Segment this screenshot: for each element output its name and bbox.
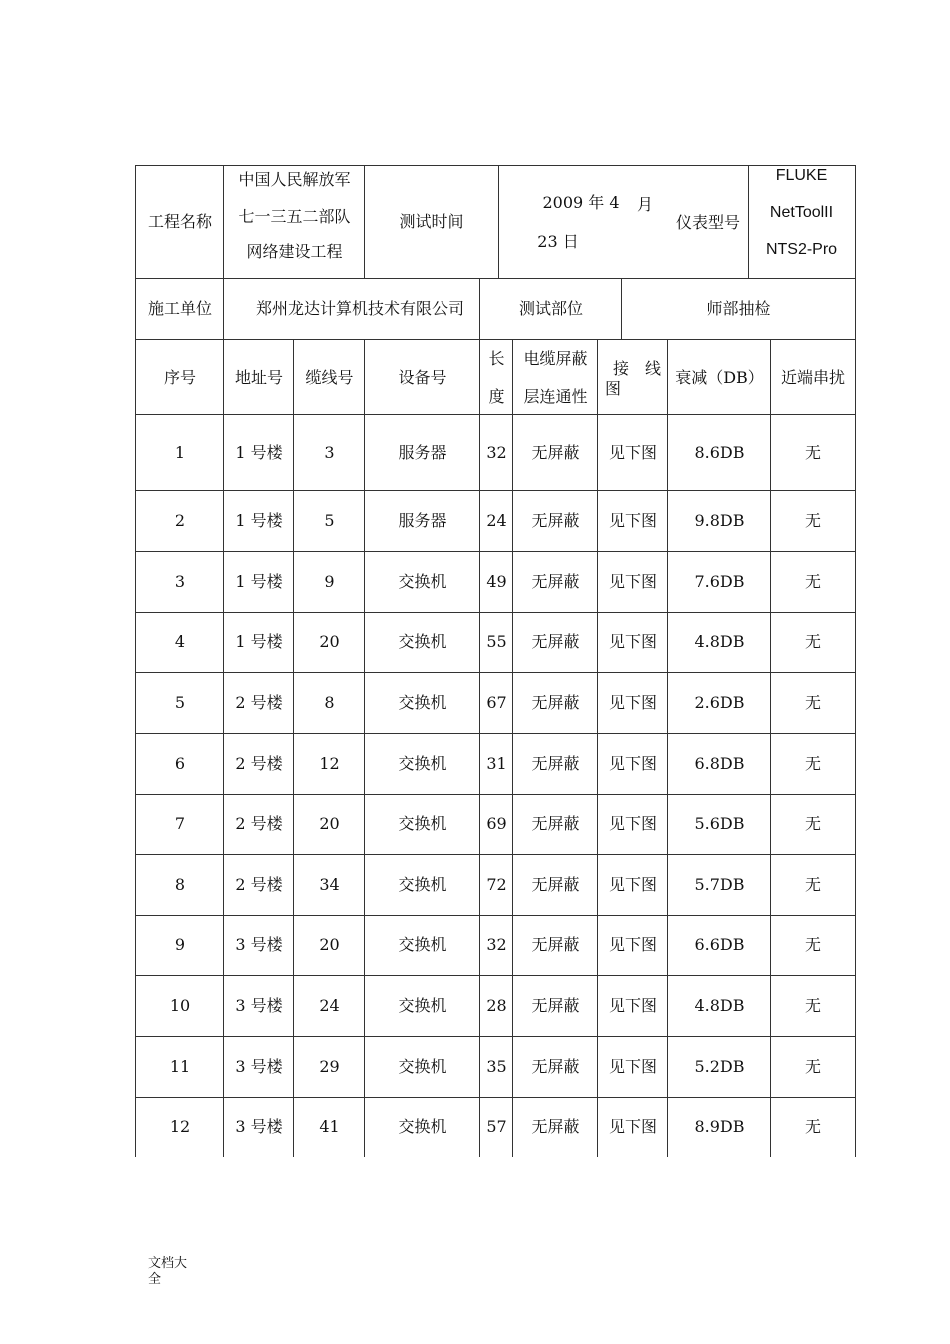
cell-shield: 无屏蔽 <box>531 753 580 773</box>
cell-next: 无 <box>804 692 821 712</box>
rule-v-r1d <box>748 165 749 279</box>
cell-device: 交换机 <box>398 874 447 894</box>
rule-v-r2b <box>479 278 480 340</box>
test-time-value <box>498 166 748 278</box>
cell-address: 3 号楼 <box>235 1117 283 1136</box>
cell-device: 交换机 <box>398 995 447 1015</box>
instrument-label: 仪表型号 <box>675 213 740 232</box>
cell-wiremap: 见下图 <box>608 935 657 954</box>
cell-length: 32 <box>486 935 507 954</box>
project-name-label: 工程名称 <box>147 212 212 231</box>
rule-col-6 <box>597 339 598 1157</box>
cell-cable: 3 <box>324 442 335 462</box>
cell-wiremap: 见下图 <box>608 753 657 773</box>
cell-device: 服务器 <box>398 510 447 530</box>
test-location-value: 师部抽检 <box>706 299 771 318</box>
project-name-line-3: 网络建设工程 <box>246 242 343 261</box>
cell-address: 1 号楼 <box>235 510 283 530</box>
col-header-device: 设备号 <box>398 367 447 387</box>
cell-shield: 无屏蔽 <box>531 571 580 591</box>
instrument-line-2: NetToolII <box>769 204 834 221</box>
cell-next: 无 <box>804 995 821 1015</box>
cell-seq: 8 <box>174 874 186 894</box>
rule-col-2 <box>293 339 294 1157</box>
cell-device: 交换机 <box>398 632 447 651</box>
rule-v-r1c <box>498 165 499 279</box>
cell-length: 67 <box>486 692 507 712</box>
cell-device: 服务器 <box>398 442 447 462</box>
cell-cable: 12 <box>319 753 340 773</box>
rule-col-8 <box>770 339 771 1157</box>
col-header-shield <box>513 340 598 415</box>
cell-address: 2 号楼 <box>235 814 283 833</box>
col-header-wiremap-1: 接 线 <box>612 359 661 378</box>
cell-attenuation: 6.6DB <box>694 935 745 954</box>
cell-address: 1 号楼 <box>235 571 283 591</box>
rule-v-r2c <box>621 278 622 340</box>
cell-device: 交换机 <box>398 692 447 712</box>
cell-next: 无 <box>804 1117 821 1136</box>
cell-cable: 24 <box>319 995 340 1015</box>
col-header-address: 地址号 <box>234 367 283 387</box>
cell-length: 57 <box>486 1117 507 1136</box>
cell-device: 交换机 <box>398 1117 447 1136</box>
cell-length: 35 <box>486 1056 507 1076</box>
cell-shield: 无屏蔽 <box>531 874 580 894</box>
cell-wiremap: 见下图 <box>608 814 657 833</box>
test-date-year-month: 2009 年 4 <box>542 193 620 212</box>
cell-wiremap: 见下图 <box>608 995 657 1015</box>
cell-next: 无 <box>804 753 821 773</box>
cell-cable: 41 <box>319 1117 340 1136</box>
cell-seq: 6 <box>174 753 186 773</box>
cell-wiremap: 见下图 <box>608 510 657 530</box>
cell-length: 32 <box>486 442 507 462</box>
cell-next: 无 <box>804 935 821 954</box>
cell-shield: 无屏蔽 <box>531 442 580 462</box>
footer-line-1: 文档大 <box>148 1256 188 1271</box>
cell-address: 2 号楼 <box>235 874 283 894</box>
cell-next: 无 <box>804 442 821 462</box>
cell-address: 3 号楼 <box>235 1056 283 1076</box>
instrument-line-3: NTS2-Pro <box>765 241 838 258</box>
rule-col-4 <box>479 339 480 1157</box>
footer-note <box>148 1256 187 1288</box>
cell-address: 2 号楼 <box>235 753 283 773</box>
cell-seq: 12 <box>169 1117 191 1136</box>
col-header-cable: 缆线号 <box>305 367 354 387</box>
cell-address: 3 号楼 <box>235 935 283 954</box>
col-header-length-1: 长 <box>488 349 505 368</box>
cell-length: 72 <box>486 874 507 894</box>
cell-length: 31 <box>486 753 507 773</box>
col-header-wiremap-2: 图 <box>604 379 621 398</box>
rule-col-7 <box>667 339 668 1157</box>
rule-col-1 <box>223 339 224 1157</box>
rule-col-3 <box>364 339 365 1157</box>
cell-shield: 无屏蔽 <box>531 632 580 651</box>
cell-cable: 20 <box>319 935 340 954</box>
cell-cable: 9 <box>324 571 335 591</box>
cell-attenuation: 7.6DB <box>694 571 745 591</box>
col-header-wiremap <box>598 340 668 415</box>
project-name-line-1: 中国人民解放军 <box>238 170 351 189</box>
col-header-next: 近端串扰 <box>780 367 845 387</box>
cell-shield: 无屏蔽 <box>531 510 580 530</box>
cell-attenuation: 4.8DB <box>694 995 745 1015</box>
cell-next: 无 <box>804 1056 821 1076</box>
cell-wiremap: 见下图 <box>608 632 657 651</box>
cell-wiremap: 见下图 <box>608 1056 657 1076</box>
cell-seq: 9 <box>174 935 186 954</box>
cell-cable: 20 <box>319 814 340 833</box>
cell-next: 无 <box>804 571 821 591</box>
cell-device: 交换机 <box>398 753 447 773</box>
cell-cable: 20 <box>319 632 340 651</box>
cell-next: 无 <box>804 814 821 833</box>
col-header-length <box>480 340 513 415</box>
cell-attenuation: 5.2DB <box>694 1056 745 1076</box>
instrument-value <box>748 166 855 278</box>
cell-cable: 8 <box>324 692 335 712</box>
cell-device: 交换机 <box>398 814 447 833</box>
cell-seq: 11 <box>169 1056 191 1076</box>
cell-wiremap: 见下图 <box>608 874 657 894</box>
cell-wiremap: 见下图 <box>608 1117 657 1136</box>
cell-attenuation: 5.7DB <box>694 874 745 894</box>
cell-cable: 34 <box>319 874 340 894</box>
cell-shield: 无屏蔽 <box>531 1056 580 1076</box>
cell-seq: 10 <box>169 995 191 1015</box>
rule-col-5 <box>512 339 513 1157</box>
cell-device: 交换机 <box>398 571 447 591</box>
rule-h2 <box>136 339 856 340</box>
rule-v-r1a <box>223 165 224 279</box>
cell-attenuation: 6.8DB <box>694 753 745 773</box>
rule-h3 <box>136 414 856 415</box>
cell-attenuation: 9.8DB <box>694 510 745 530</box>
cell-next: 无 <box>804 874 821 894</box>
cell-next: 无 <box>804 632 821 651</box>
cell-attenuation: 4.8DB <box>694 632 745 651</box>
cell-wiremap: 见下图 <box>608 692 657 712</box>
rule-v-r1b <box>364 165 365 279</box>
contractor-label: 施工单位 <box>147 299 212 318</box>
test-date-day: 23 日 <box>537 232 579 251</box>
cell-cable: 5 <box>324 510 335 530</box>
test-date-month-char: 月 <box>636 195 653 214</box>
cell-cable: 29 <box>319 1056 340 1076</box>
cell-attenuation: 2.6DB <box>694 692 745 712</box>
col-header-length-2: 度 <box>488 387 505 406</box>
cell-seq: 1 <box>174 442 186 462</box>
cell-attenuation: 5.6DB <box>694 814 745 833</box>
cell-seq: 2 <box>174 510 186 530</box>
cell-shield: 无屏蔽 <box>531 935 580 954</box>
cell-address: 3 号楼 <box>235 995 283 1015</box>
col-header-shield-2: 层连通性 <box>523 387 588 406</box>
cell-address: 2 号楼 <box>235 692 283 712</box>
cell-wiremap: 见下图 <box>608 571 657 591</box>
instrument-line-1: FLUKE <box>775 167 828 184</box>
cell-shield: 无屏蔽 <box>531 814 580 833</box>
cell-address: 1 号楼 <box>235 442 283 462</box>
cell-device: 交换机 <box>398 935 447 954</box>
cell-attenuation: 8.6DB <box>694 442 745 462</box>
cell-attenuation: 8.9DB <box>694 1117 745 1136</box>
cell-seq: 3 <box>174 571 186 591</box>
cell-shield: 无屏蔽 <box>531 692 580 712</box>
cell-length: 28 <box>486 995 507 1015</box>
cell-seq: 7 <box>174 814 186 833</box>
footer-line-2: 全 <box>148 1272 162 1287</box>
rule-v-r2a <box>223 278 224 340</box>
cell-length: 69 <box>486 814 507 833</box>
cell-device: 交换机 <box>398 1056 447 1076</box>
cell-shield: 无屏蔽 <box>531 995 580 1015</box>
col-header-attenuation: 衰减（DB） <box>675 367 764 387</box>
cell-length: 55 <box>486 632 507 651</box>
cell-length: 24 <box>486 510 507 530</box>
rule-left <box>135 165 136 1157</box>
cell-address: 1 号楼 <box>235 632 283 651</box>
contractor-value: 郑州龙达计算机技术有限公司 <box>255 299 464 318</box>
cell-wiremap: 见下图 <box>608 442 657 462</box>
cell-shield: 无屏蔽 <box>531 1117 580 1136</box>
col-header-seq: 序号 <box>163 367 196 387</box>
project-name-value <box>224 166 365 278</box>
cell-next: 无 <box>804 510 821 530</box>
test-location-label: 测试部位 <box>518 299 583 318</box>
cell-seq: 5 <box>174 692 186 712</box>
col-header-shield-1: 电缆屏蔽 <box>523 349 588 368</box>
test-time-label: 测试时间 <box>399 212 464 231</box>
cell-seq: 4 <box>174 632 186 651</box>
project-name-line-2: 七一三五二部队 <box>238 207 351 226</box>
cell-length: 49 <box>486 571 507 591</box>
rule-right <box>855 165 856 1157</box>
